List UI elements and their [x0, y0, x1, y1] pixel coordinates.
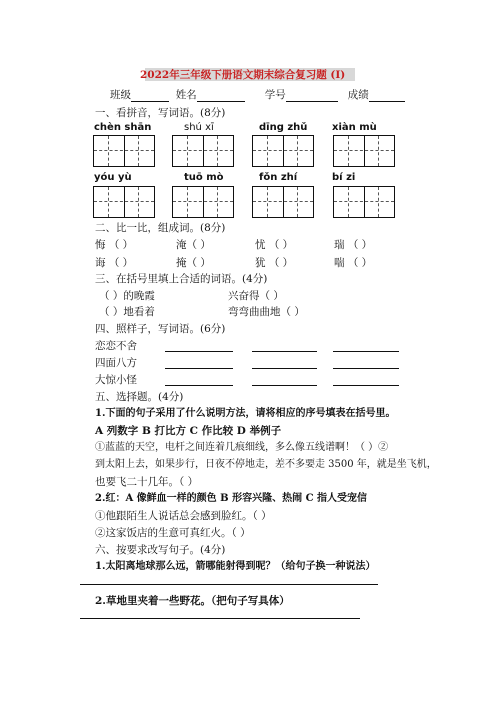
section1-heading: 一、看拼音，写词语。(8分): [95, 107, 226, 119]
compare-item: 淹（ ）: [176, 239, 211, 251]
char-grid-5[interactable]: [93, 186, 155, 218]
fill-item: 兴奋得（ ）: [228, 290, 284, 302]
rewrite-q2: 2.草地里夹着一些野花。（把句子写具体）: [95, 595, 290, 607]
question-2: 2.红：A 像鲜血一样的颜色 B 形容兴隆、热闹 C 指人受宠信: [95, 493, 368, 504]
options-1: A 列数字 B 打比方 C 作比较 D 举例子: [95, 425, 282, 437]
char-grid-7[interactable]: [252, 186, 314, 218]
pinyin-1: chèn shān: [94, 122, 152, 133]
question-1: 1.下面的句子采用了什么说明方法，请将相应的序号填表在括号里。: [95, 408, 396, 419]
name-blank[interactable]: [197, 90, 245, 102]
q1-line-2: 到太阳上去，如果步行，日夜不停地走，差不多要走 3500 年，就是坐飞机，: [95, 459, 437, 470]
compare-item: 诲 （ ）: [95, 257, 134, 269]
section4-heading: 四、照样子，写词语。(6分): [95, 323, 226, 335]
section2-heading: 二、比一比，组成词。(8分): [95, 222, 226, 234]
compare-item: 犹 （ ）: [255, 257, 294, 269]
answer-line[interactable]: [165, 368, 233, 369]
compare-item: 瑞 （ ）: [334, 239, 373, 251]
pinyin-4: xiàn mù: [332, 122, 377, 133]
char-grid-8[interactable]: [333, 186, 395, 218]
answer-line[interactable]: [252, 351, 317, 352]
compare-item: 忧 （ ）: [255, 239, 294, 251]
info-line: [110, 88, 405, 102]
answer-line[interactable]: [333, 368, 399, 369]
class-label: 班级: [110, 89, 131, 101]
answer-line[interactable]: [252, 385, 317, 386]
pinyin-2: shú xī: [184, 122, 214, 133]
char-grid-2[interactable]: [172, 135, 234, 167]
class-blank[interactable]: [131, 90, 169, 102]
score-blank[interactable]: [369, 90, 405, 102]
char-grid-3[interactable]: [252, 135, 314, 167]
answer-line[interactable]: [165, 385, 233, 386]
score-label: 成绩: [347, 89, 369, 101]
answer-line[interactable]: [165, 351, 233, 352]
page-title: 2022年三年级下册语文期末综合复习题 (I): [140, 69, 346, 81]
example-word: 大惊小怪: [95, 374, 137, 386]
answer-line[interactable]: [252, 368, 317, 369]
char-grid-4[interactable]: [333, 135, 395, 167]
compare-item: 悔 （ ）: [95, 239, 134, 251]
pinyin-5: yóu yù: [94, 172, 132, 183]
pinyin-3: dīng zhǔ: [259, 122, 308, 133]
compare-item: 喘 （ ）: [334, 257, 373, 269]
example-word: 恋恋不舍: [95, 340, 137, 352]
section5-heading: 五、选择题。(4分): [95, 391, 184, 403]
rewrite-q1: 1.太阳离地球那么远，箭哪能射得到呢？（给句子换一种说法）: [95, 561, 376, 572]
name-label: 姓名: [175, 89, 197, 101]
id-label: 学号: [264, 89, 286, 101]
pinyin-8: bí zi: [332, 172, 356, 183]
fill-item: 弯弯曲曲地（ ）: [228, 306, 305, 318]
answer-line[interactable]: [333, 385, 399, 386]
id-blank[interactable]: [286, 90, 338, 102]
q1-line-3: 也要飞二十几年。（ ）: [95, 476, 199, 488]
char-grid-1[interactable]: [93, 135, 155, 167]
char-grid-6[interactable]: [172, 186, 234, 218]
fill-item: （ ）地看着: [99, 306, 155, 318]
example-word: 四面八方: [95, 357, 137, 369]
q1-line-1: ①蓝蓝的天空，电杆之间连着几痕细线，多么像五线谱啊！（ ）②: [95, 442, 389, 453]
answer-line-long[interactable]: [80, 618, 360, 619]
section3-heading: 三、在括号里填上合适的词语。(4分): [95, 273, 268, 285]
pinyin-7: fǒn zhí: [259, 172, 298, 183]
compare-item: 掩（ ）: [176, 257, 211, 269]
section6-heading: 六、按要求改写句子。(4分): [95, 544, 226, 556]
answer-line-long[interactable]: [80, 584, 378, 585]
answer-line[interactable]: [333, 351, 399, 352]
pinyin-6: tuō mò: [184, 172, 224, 183]
fill-item: （ ）的晚霞: [99, 290, 155, 302]
q2-line-1: ①他跟陌生人说话总会感到脸红。（ ）: [95, 510, 272, 522]
q2-line-2: ②这家饭店的生意可真红火。（ ）: [95, 527, 251, 539]
